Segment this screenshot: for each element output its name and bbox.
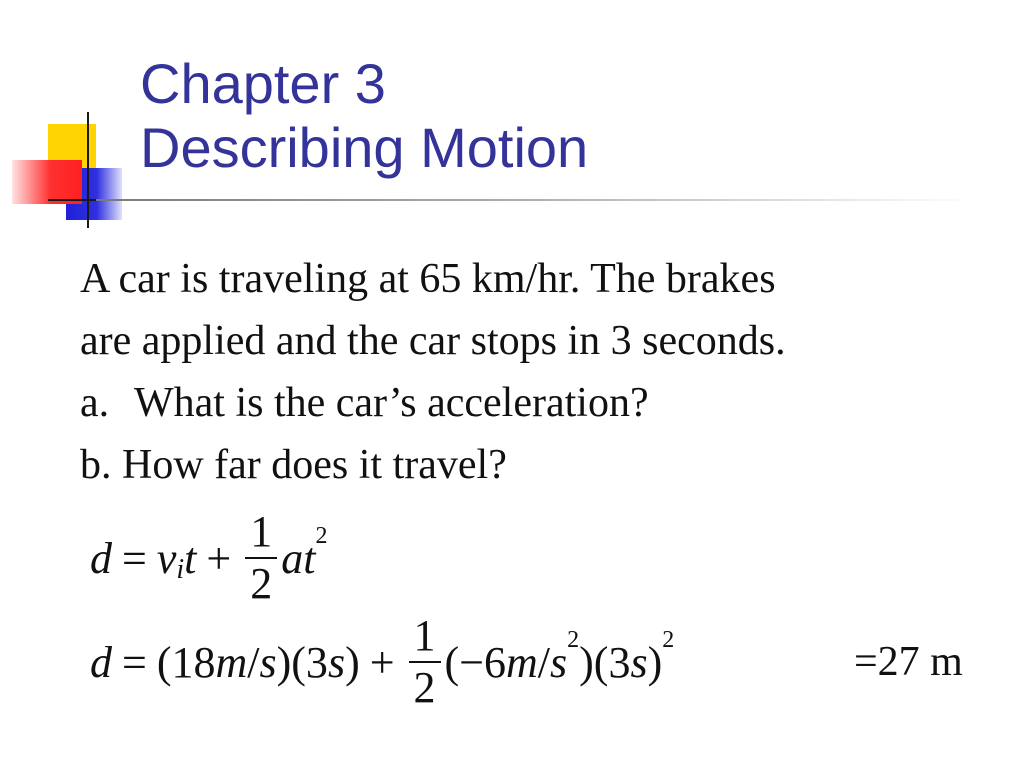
problem-line-2: are applied and the car stops in 3 seconds. xyxy=(80,318,786,364)
result-value: =27 m xyxy=(854,639,963,685)
title-line-2: Describing Motion xyxy=(140,116,589,179)
question-b: b. How far does it travel? xyxy=(80,442,507,488)
logo-vertical-line xyxy=(87,112,89,228)
question-a-marker: a. xyxy=(80,380,110,426)
fraction-one-half: $\frac{1}{2}$ xyxy=(245,507,277,609)
question-a xyxy=(80,372,1000,434)
slide-logo xyxy=(0,0,150,240)
slide: Chapter 3 Describing Motion A car is traveling at 65 km/hr. The brakes are applied and the car stops in 3 seconds. a. What is the car’s acceleration? b. How far does it travel? d = v i t + $\frac{1}{2}$ at 2 d = (18 m / s )(3 s ) + $\frac{1}{2}$ (−6 m / s 2 )(3 s ) 2 =27 m xyxy=(0,0,1024,768)
fraction-one-half: $\frac{1}{2}$ xyxy=(409,611,441,713)
problem-text xyxy=(80,248,1000,496)
title-divider xyxy=(96,199,976,201)
problem-line-1: A car is traveling at 65 km/hr. The brakes xyxy=(80,256,776,302)
slide-title xyxy=(140,52,588,180)
logo-red-square xyxy=(12,160,82,204)
title-line-1: Chapter 3 xyxy=(140,52,386,115)
question-a-text: What is the car’s acceleration? xyxy=(134,380,649,426)
